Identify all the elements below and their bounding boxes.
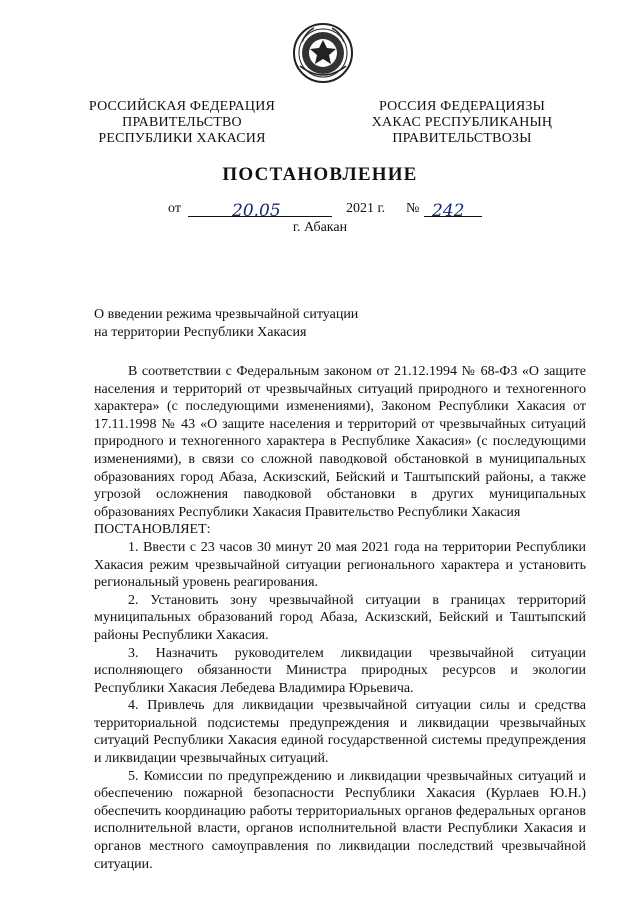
subject-line: О введении режима чрезвычайной ситуации — [94, 307, 359, 322]
document-body — [94, 363, 586, 873]
document-title: ПОСТАНОВЛЕНИЕ — [222, 164, 418, 185]
from-label: от — [168, 201, 181, 216]
clause-paragraph: 5. Комиссии по предупреждению и ликвидации чрезвычайных ситуаций и обеспечению пожарной безопасности Республики Хакасия (Курлаев Ю.Н.) обеспечить координацию работы территориальных органов федеральных органов исполнительной власти, органов исполнительной власти Республики Хакасия и органов местного самоуправления по ликвидации последствий чрезвычайной ситуации. — [94, 768, 586, 872]
header-left-line: ПРАВИТЕЛЬСТВО — [122, 115, 242, 130]
clause-paragraph: 4. Привлечь для ликвидации чрезвычайной ситуации силы и средства территориальной подсистемы предупреждения и ликвидации чрезвычайных ситуаций Республики Хакасия единой государственной системы предупреждения и ликвидации чрезвычайных ситуаций. — [94, 698, 586, 767]
clause-paragraph: 3. Назначить руководителем ликвидации чрезвычайной ситуации исполняющего обязанности Министра природных ресурсов и экологии Республики Хакасия Лебедева Владимира Юрьевича. — [94, 645, 586, 696]
number-label: № — [406, 201, 420, 216]
clause-paragraph: 2. Установить зону чрезвычайной ситуации в границах территорий муниципальных образований город Абаза, Аскизский, Бейский и Таштыпский районы Республики Хакасия. — [94, 592, 586, 643]
handwritten-date: 20.05 — [232, 201, 281, 221]
clause-paragraph: 1. Ввести с 23 часов 30 минут 20 мая 2021 года на территории Республики Хакасия режим чрезвычайной ситуации регионального характера и установить региональный уровень реагирования. — [94, 539, 586, 591]
handwritten-number: 242 — [432, 201, 465, 221]
header-left-line: РЕСПУБЛИКИ ХАКАСИЯ — [98, 131, 266, 146]
header-left-block — [82, 99, 282, 147]
header-left-line: РОССИЙСКАЯ ФЕДЕРАЦИЯ — [88, 99, 276, 114]
city-label: г. Абакан — [292, 220, 348, 235]
header-right-line: РОССИЯ ФЕДЕРАЦИЯЗЫ — [378, 99, 546, 114]
preamble-paragraph: В соответствии с Федеральным законом от 21.12.1994 № 68-ФЗ «О защите населения и территорий от чрезвычайных ситуаций природного и техногенного характера» (с последующими изменениями), Законом Республики Хакасия от 17.11.1998 № 43 «О защите населения и территорий от чрезвычайных ситуаций природного и техногенного характера в Республике Хакасия» (с последующими изменениями), в связи со сложной паводковой обстановкой в муниципальных образованиях город Абаза, Аскизский, Бейский и Таштыпский районы, а также угрозой осложнения паводковой обстановки в других муниципальных образованиях Республики Хакасия Правительство Республики Хакасия — [94, 364, 586, 520]
year-label: 2021 г. — [346, 201, 386, 216]
document-subject — [94, 306, 358, 342]
resolves-label: ПОСТАНОВЛЯЕТ: — [94, 522, 211, 538]
header-right-line: ПРАВИТЕЛЬСТВОЗЫ — [392, 131, 532, 146]
subject-line: на территории Республики Хакасия — [94, 325, 307, 340]
header-right-block — [362, 99, 562, 147]
header-right-line: ХАКАС РЕСПУБЛИКАНЫҢ — [371, 115, 553, 130]
coat-of-arms-emblem-icon — [292, 22, 354, 84]
